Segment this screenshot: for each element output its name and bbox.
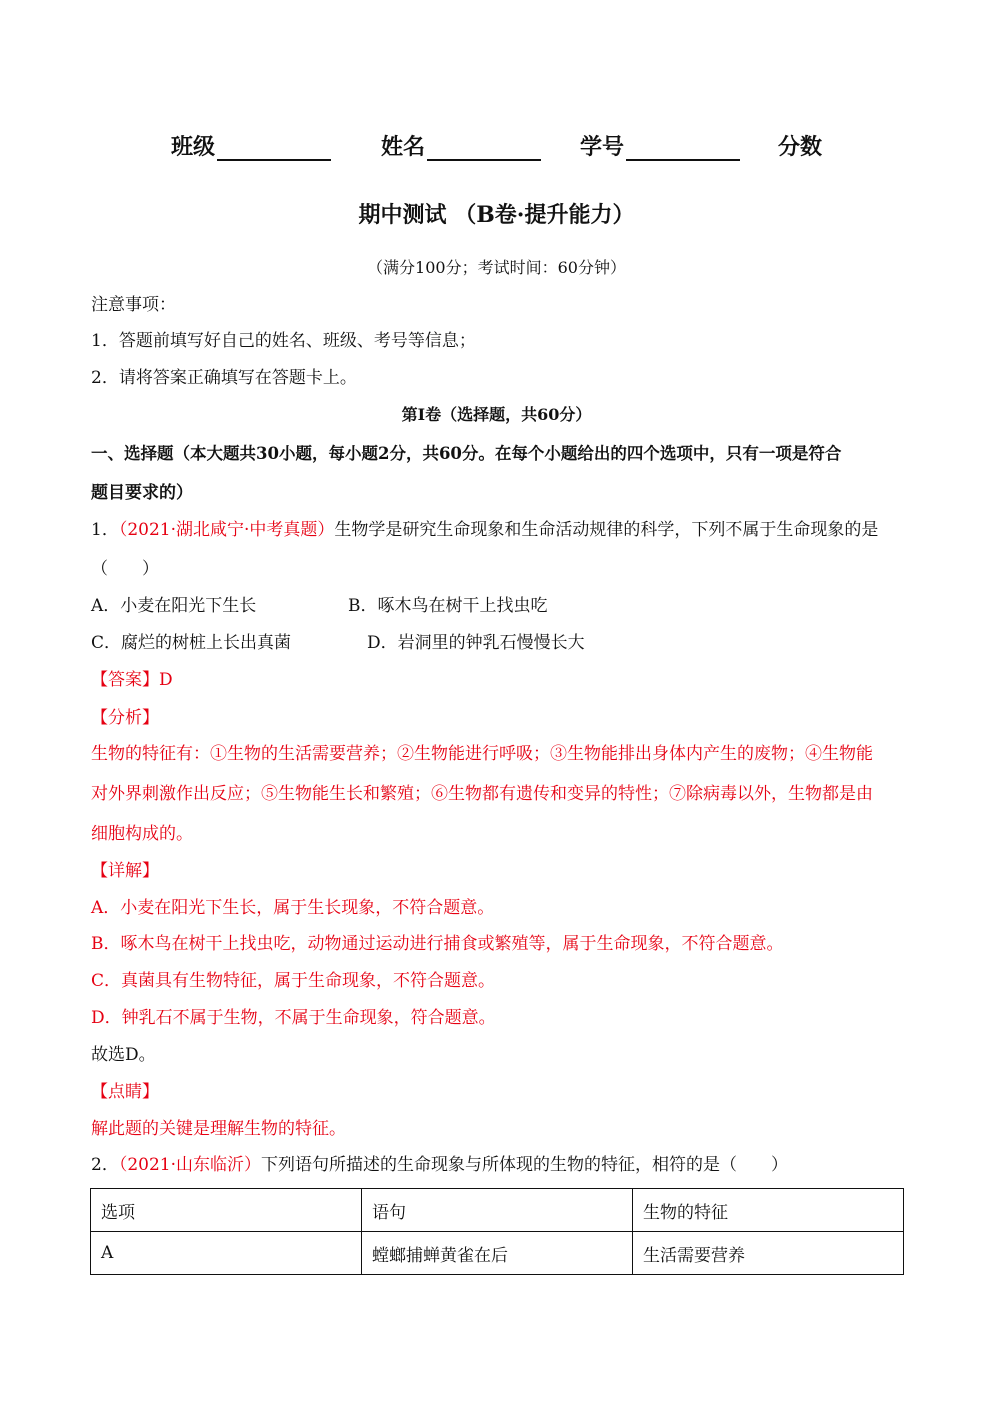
section-instruction-line-2: 题目要求的） [91, 483, 193, 503]
class-field [171, 130, 331, 161]
question-2-text: 下列语句所描述的生命现象与所体现的生物的特征，相符的是（ ） [261, 1155, 788, 1175]
question-1-option-b[interactable]: B．啄木鸟在树干上找虫吃 [348, 596, 548, 616]
detail-c: C．真菌具有生物特征，属于生命现象，不符合题意。 [91, 971, 496, 991]
table-row [91, 1232, 904, 1275]
point-text: 解此题的关键是理解生物的特征。 [91, 1119, 346, 1139]
section-instruction-line-1: 一、选择题（本大题共30小题，每小题2分，共60分。在每个小题给出的四个选项中，只有一项是符合 [91, 444, 842, 463]
detail-d: D．钟乳石不属于生物，不属于生命现象，符合题意。 [91, 1008, 496, 1028]
student-id-label: 学号 [580, 134, 625, 160]
question-1-answer: 【答案】D [91, 670, 173, 690]
table-cell: 生活需要营养 [633, 1232, 904, 1275]
table-header-cell: 生物的特征 [633, 1189, 904, 1232]
table-cell: 螳螂捕蝉黄雀在后 [362, 1232, 633, 1275]
question-2-number: 2． [91, 1155, 119, 1175]
detail-a: A．小麦在阳光下生长，属于生长现象，不符合题意。 [91, 898, 495, 918]
name-blank[interactable] [427, 133, 541, 161]
exam-subtitle: （满分100分；考试时间：60分钟） [367, 258, 626, 277]
point-label: 【点睛】 [91, 1082, 159, 1102]
question-1-answer-paren: （ ） [91, 559, 159, 579]
question-2-table [90, 1188, 904, 1275]
student-info-row [0, 130, 993, 166]
class-blank[interactable] [217, 133, 331, 161]
analysis-line-3: 细胞构成的。 [91, 824, 193, 844]
exam-title: 期中测试 （B卷·提升能力） [358, 202, 635, 228]
name-label: 姓名 [381, 134, 426, 160]
analysis-line-2: 对外界刺激作出反应；⑤生物能生长和繁殖；⑥生物都有遗传和变异的特性；⑦除病毒以外，生物都是由 [91, 784, 873, 804]
question-1-option-a[interactable]: A．小麦在阳光下生长 [91, 596, 257, 616]
class-label: 班级 [171, 134, 216, 160]
question-1-number: 1． [91, 520, 119, 540]
table-header-cell: 语句 [362, 1189, 633, 1232]
question-1-option-d[interactable]: D．岩洞里的钟乳石慢慢长大 [367, 633, 585, 653]
detail-b: B．啄木鸟在树干上找虫吃，动物通过运动进行捕食或繁殖等，属于生命现象，不符合题意。 [91, 934, 784, 954]
note-item-1: 1．答题前填写好自己的姓名、班级、考号等信息； [91, 331, 476, 351]
score-label: 分数 [778, 134, 823, 160]
student-id-field [580, 130, 740, 161]
question-1-stem [91, 518, 878, 542]
table-header-cell: 选项 [91, 1189, 362, 1232]
note-item-2: 2．请将答案正确填写在答题卡上。 [91, 368, 357, 388]
analysis-line-1: 生物的特征有：①生物的生活需要营养；②生物能进行呼吸；③生物能排出身体内产生的废物；④生物能 [91, 744, 873, 764]
question-1-text: 生物学是研究生命现象和生命活动规律的科学，下列不属于生命现象的是 [334, 520, 879, 540]
name-field [381, 130, 541, 161]
question-2-source: （2021·山东临沂） [118, 1155, 261, 1175]
student-id-blank[interactable] [626, 133, 740, 161]
question-1-option-c[interactable]: C．腐烂的树桩上长出真菌 [91, 633, 292, 653]
table-cell: A [91, 1232, 362, 1275]
detail-label: 【详解】 [91, 861, 159, 881]
question-1-source: （2021·湖北咸宁·中考真题） [118, 520, 335, 540]
section-title: 第I卷（选择题，共60分） [401, 405, 592, 424]
question-2-stem [91, 1153, 788, 1177]
analysis-label: 【分析】 [91, 708, 159, 728]
score-field [778, 130, 822, 161]
table-header-row [91, 1189, 904, 1232]
notes-heading: 注意事项： [91, 295, 176, 315]
conclusion: 故选D。 [91, 1045, 156, 1065]
